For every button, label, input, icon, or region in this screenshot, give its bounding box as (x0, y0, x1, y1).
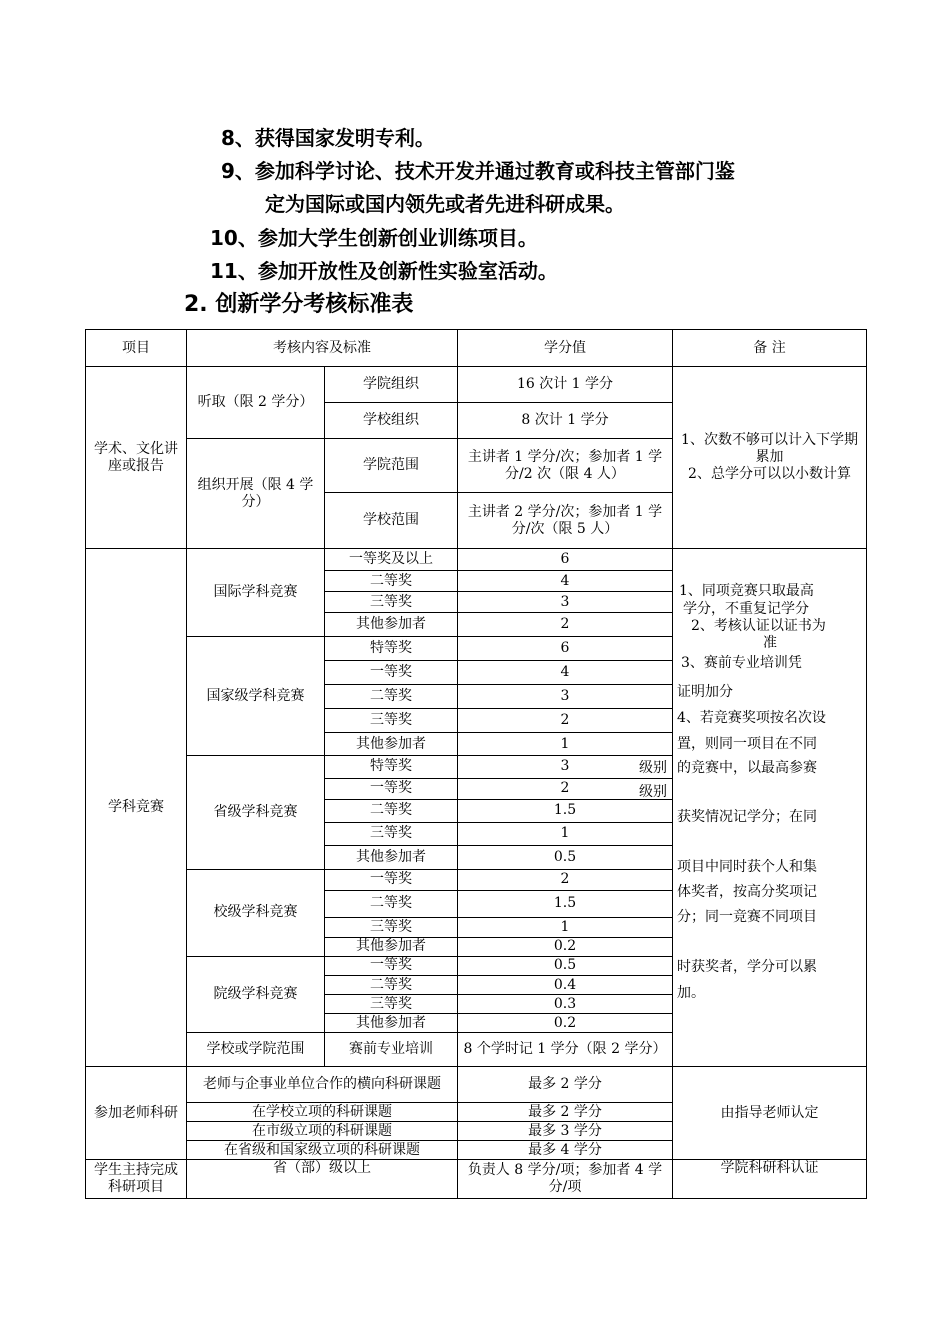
credit-cell: 0.4 (458, 976, 673, 995)
credit-cell: 3 (458, 592, 673, 613)
note-2b: 准 (763, 635, 777, 651)
award-cell: 三等奖 (325, 822, 458, 845)
section-title: 2. 创新学分考核标准表 (184, 292, 414, 317)
note-3a: 3、赛前专业培训凭 (681, 655, 802, 671)
credit-cell: 负责人 8 学分/项；参加者 4 学分/项 (458, 1160, 673, 1199)
award-cell: 二等奖 (325, 799, 458, 822)
award-cell: 二等奖 (325, 685, 458, 709)
credit-cell: 2 (458, 709, 673, 733)
student-project-note: 学院科研科认证 (673, 1160, 867, 1199)
credit-cell: 最多 2 学分 (458, 1103, 673, 1122)
training-scope: 学校或学院范围 (187, 1033, 325, 1067)
note-4b: 置，则同一项目在不同 (677, 736, 817, 752)
credit-cell: 3 (458, 685, 673, 709)
note-4c: 的竞赛中，以最高参赛 (677, 760, 817, 776)
credit-cell: 最多 2 学分 (458, 1067, 673, 1103)
table-row (86, 1160, 867, 1199)
table-row (86, 1067, 867, 1103)
list-item-8: 8、获得国家发明专利。 (221, 126, 435, 150)
award-cell: 三等奖 (325, 592, 458, 613)
credit-cell: 最多 4 学分 (458, 1141, 673, 1160)
credit-cell: 主讲者 2 学分/次；参加者 1 学分/次（限 5 人） (458, 493, 673, 549)
credit-cell: 2 (458, 778, 673, 799)
competition-group: 国家级学科竞赛 (187, 637, 325, 756)
competition-group: 省级学科竞赛 (187, 756, 325, 869)
award-cell: 一等奖及以上 (325, 549, 458, 571)
table-row (86, 549, 867, 571)
note-jibie-2: 级别 (639, 784, 667, 800)
award-cell: 一等奖 (325, 778, 458, 799)
award-cell: 三等奖 (325, 917, 458, 937)
table-header-row (86, 330, 867, 367)
note-jibie-1: 级别 (639, 760, 667, 776)
note-4f: 体奖者，按高分奖项记 (677, 884, 817, 900)
lecture-organize: 组织开展（限 4 学分） (187, 439, 325, 549)
award-cell: 其他参加者 (325, 1014, 458, 1033)
credit-standards-table (85, 329, 867, 1199)
header-credit: 学分值 (458, 330, 673, 367)
credit-cell: 4 (458, 661, 673, 685)
credit-cell: 1 (458, 822, 673, 845)
award-cell: 一等奖 (325, 956, 458, 975)
competition-category: 学科竞赛 (86, 549, 187, 1067)
credit-cell: 1.5 (458, 799, 673, 822)
list-item-9-continued: 定为国际或国内领先或者先进科研成果。 (265, 192, 625, 216)
lecture-category: 学术、文化讲座或报告 (86, 367, 187, 549)
credit-cell: 0.3 (458, 995, 673, 1014)
credit-cell: 1.5 (458, 890, 673, 917)
scope-cell: 学院范围 (325, 439, 458, 493)
credit-cell: 6 (458, 637, 673, 661)
note-4i: 加。 (677, 985, 705, 1001)
credit-cell: 6 (458, 549, 673, 571)
credit-cell: 最多 3 学分 (458, 1122, 673, 1141)
note-4a: 4、若竞赛奖项按名次设 (677, 710, 826, 726)
credit-cell: 0.2 (458, 937, 673, 956)
note-1a: 1、同项竞赛只取最高 (679, 583, 814, 599)
credit-cell: 2 (458, 869, 673, 890)
header-content: 考核内容及标准 (187, 330, 458, 367)
student-project-item: 省（部）级以上 (187, 1160, 458, 1199)
credit-cell: 8 次计 1 学分 (458, 403, 673, 439)
list-item-9: 9、参加科学讨论、技术开发并通过教育或科技主管部门鉴 (221, 159, 735, 183)
credit-cell: 3 (458, 756, 673, 778)
table-row (86, 367, 867, 403)
credit-cell: 16 次计 1 学分 (458, 367, 673, 403)
award-cell: 其他参加者 (325, 613, 458, 637)
research-category: 参加老师科研 (86, 1067, 187, 1160)
competition-notes (639, 549, 867, 1067)
credit-cell: 主讲者 1 学分/次；参加者 1 学分/2 次（限 4 人） (458, 439, 673, 493)
scope-cell: 学院组织 (325, 367, 458, 403)
competition-group: 院级学科竞赛 (187, 956, 325, 1032)
award-cell: 三等奖 (325, 709, 458, 733)
award-cell: 一等奖 (325, 661, 458, 685)
research-item: 老师与企事业单位合作的横向科研课题 (187, 1067, 458, 1103)
award-cell: 二等奖 (325, 890, 458, 917)
credit-cell: 0.5 (458, 956, 673, 975)
note-4e: 项目中同时获个人和集 (677, 859, 817, 875)
lecture-listen: 听取（限 2 学分） (187, 367, 325, 439)
award-cell: 其他参加者 (325, 733, 458, 756)
note-1b: 学分，不重复记学分 (683, 601, 809, 617)
credit-cell: 2 (458, 613, 673, 637)
award-cell: 其他参加者 (325, 845, 458, 869)
award-cell: 特等奖 (325, 756, 458, 778)
award-cell: 二等奖 (325, 976, 458, 995)
credit-cell: 4 (458, 571, 673, 592)
training-item: 赛前专业培训 (325, 1033, 458, 1067)
student-project-category: 学生主持完成科研项目 (86, 1160, 187, 1199)
training-credit: 8 个学时记 1 学分（限 2 学分） (458, 1033, 673, 1067)
header-item: 项目 (86, 330, 187, 367)
competition-group: 校级学科竞赛 (187, 869, 325, 956)
research-item: 在学校立项的科研课题 (187, 1103, 458, 1122)
scope-cell: 学校组织 (325, 403, 458, 439)
lecture-note: 1、次数不够可以计入下学期累加 2、总学分可以以小数计算 (673, 367, 867, 549)
award-cell: 一等奖 (325, 869, 458, 890)
research-item: 在省级和国家级立项的科研课题 (187, 1141, 458, 1160)
list-item-10: 10、参加大学生创新创业训练项目。 (210, 226, 538, 250)
award-cell: 其他参加者 (325, 937, 458, 956)
competition-group: 国际学科竞赛 (187, 549, 325, 637)
award-cell: 三等奖 (325, 995, 458, 1014)
note-4g: 分；同一竞赛不同项目 (677, 909, 817, 925)
scope-cell: 学校范围 (325, 493, 458, 549)
credit-cell: 1 (458, 733, 673, 756)
list-item-11: 11、参加开放性及创新性实验室活动。 (210, 259, 558, 283)
award-cell: 二等奖 (325, 571, 458, 592)
note-3b: 证明加分 (677, 684, 733, 700)
research-note: 由指导老师认定 (673, 1067, 867, 1160)
credit-cell: 1 (458, 917, 673, 937)
header-note: 备 注 (673, 330, 867, 367)
award-cell: 特等奖 (325, 637, 458, 661)
note-4h: 时获奖者，学分可以累 (677, 959, 817, 975)
credit-cell: 0.2 (458, 1014, 673, 1033)
note-2a: 2、考核认证以证书为 (691, 618, 826, 634)
note-4d: 获奖情况记学分；在同 (677, 809, 817, 825)
credit-cell: 0.5 (458, 845, 673, 869)
research-item: 在市级立项的科研课题 (187, 1122, 458, 1141)
